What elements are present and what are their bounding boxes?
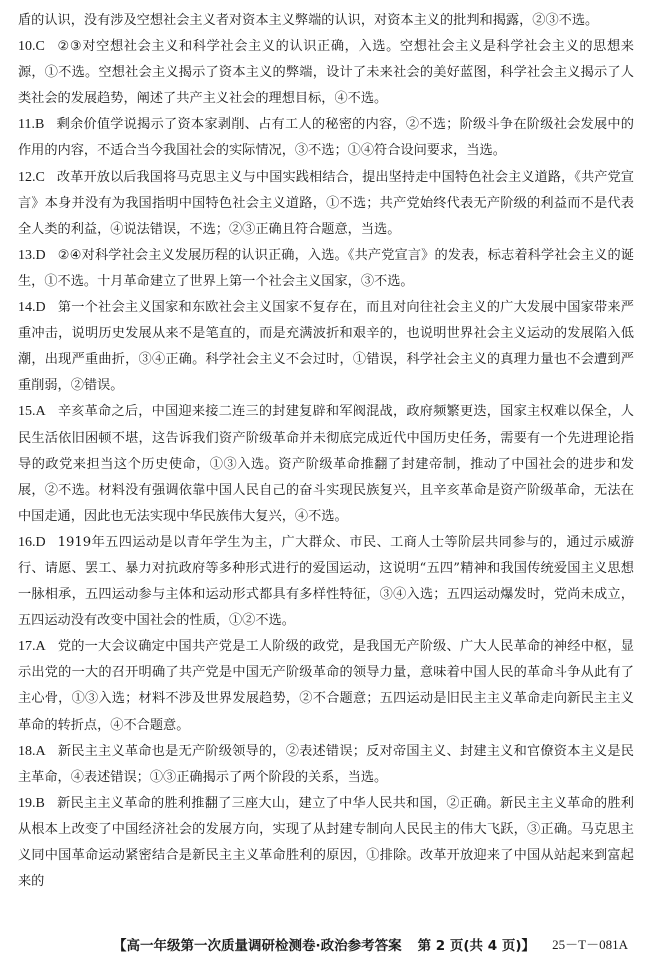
answer-item-17: [18, 634, 634, 738]
answer-item-14: [18, 295, 634, 399]
answer-letter: D: [35, 247, 46, 263]
answer-letter: A: [35, 404, 46, 420]
question-number: 19.: [18, 795, 36, 811]
answer-letter: A: [35, 743, 46, 759]
explanation-text: 新民主主义革命也是无产阶级领导的，②表述错误；反对帝国主义、封建主义和官僚资本主义是民主革命，④表述错误；①③正确揭示了两个阶段的关系，当选。: [18, 743, 634, 785]
explanation-text: ②③对空想社会主义和科学社会主义的认识正确，入选。空想社会主义是科学社会主义的思想来源，①不选。空想社会主义揭示了资本主义的弊端，设计了未来社会的美好蓝图，科学社会主义揭示了人类社会的发展趋势，阐述了共产主义社会的理想目标，④不选。: [18, 39, 634, 107]
question-number: 14.: [18, 300, 36, 316]
explanation-text: 党的一大会议确定中国共产党是工人阶级的政党，是我国无产阶级、广大人民革命的神经中枢，显示出党的一大的召开明确了共产党是中国无产阶级革命的领导力量，意味着中国人民的革命斗争从此有了主心骨，①③入选；材料不涉及世界发展趋势，②不合题意；五四运动是旧民主主义革命走向新民主主义革命的转折点，④不合题意。: [18, 639, 634, 733]
answer-letter: D: [35, 300, 46, 316]
explanation-text: 改革开放以后我国将马克思主义与中国实践相结合，提出坚持走中国特色社会主义道路，《共产党宣言》本身并没有为我国指明中国特色社会主义道路，①不选；共产党始终代表无产阶级的利益而不是代表全人类的利益，④说法错误，不选；②③正确且符合题意，当选。: [18, 169, 634, 237]
footer-title: 【高一年级第一次质量调研检测卷·政治参考答案: [112, 938, 402, 954]
question-number: 18.: [18, 743, 36, 759]
answer-item-16: [18, 530, 634, 634]
answer-letter: B: [34, 117, 45, 133]
answer-letter: C: [35, 39, 45, 55]
question-number: 13.: [18, 247, 36, 263]
continuation-text: 盾的认识，没有涉及空想社会主义者对资本主义弊端的认识，对资本主义的批判和揭露，②③不选。: [18, 13, 599, 28]
explanation-text: 辛亥革命之后，中国迎来接二连三的封建复辟和军阀混战，政府频繁更迭，国家主权难以保全，人民生活依旧困顿不堪，这告诉我们资产阶级革命并未彻底完成近代中国历史任务，需要有一个先进理论指导的政党来担当这个历史使命，①③入选。资产阶级革命推翻了封建帝制，推动了中国社会的进步和发展，②不选。材料没有强调依靠中国人民自己的奋斗实现民族复兴，且辛亥革命是资产阶级革命，无法在中国走通，因此也无法实现中华民族伟大复兴，④不选。: [18, 404, 634, 524]
page-footer: [0, 934, 648, 954]
answer-item-12: [18, 165, 634, 243]
explanation-text: ②④对科学社会主义发展历程的认识正确，入选。《共产党宣言》的发表，标志着科学社会主义的诞生，①不选。十月革命建立了世界上第一个社会主义国家，③不选。: [18, 247, 634, 289]
explanation-text: 第一个社会主义国家和东欧社会主义国家不复存在，而且对向往社会主义的广大发展中国家带来严重冲击，说明历史发展从来不是笔直的，而是充满波折和艰辛的，也说明世界社会主义运动的发展陷入低潮，出现严重曲折，③④正确。科学社会主义不会过时，①错误，科学社会主义的真理力量也不会遭到严重削弱，②错误。: [18, 300, 634, 394]
answer-item-15: [18, 399, 634, 529]
footer-page-number: 第 2 页(共 4 页)】: [417, 938, 536, 954]
question-number: 10.: [18, 39, 36, 55]
explanation-text: 新民主主义革命的胜利推翻了三座大山，建立了中华人民共和国，②正确。新民主主义革命的胜利从根本上改变了中国经济社会的发展方向，实现了从封建专制向人民民主的伟大飞跃，③正确。马克思主义同中国革命运动紧密结合是新民主主义革命胜利的原因，①排除。改革开放迎来了中国从站起来到富起来的: [18, 795, 634, 890]
answer-list: [18, 8, 634, 895]
answer-letter: B: [35, 795, 45, 811]
question-number: 11.: [18, 117, 35, 133]
answer-item-13: [18, 243, 634, 295]
footer-code: 25－T－081A: [552, 937, 628, 952]
explanation-text: 剩余价值学说揭示了资本家剥削、占有工人的秘密的内容，②不选；阶级斗争在阶级社会发展中的作用的内容，不适合当今我国社会的实际情况，③不选；①④符合设问要求，当选。: [18, 117, 634, 159]
answer-letter: A: [35, 639, 46, 655]
answer-item-18: [18, 739, 634, 791]
question-number: 16.: [18, 534, 36, 550]
question-number: 15.: [18, 404, 36, 420]
question-number: 12.: [18, 169, 36, 185]
explanation-text: 1919年五四运动是以青年学生为主，广大群众、市民、工商人士等阶层共同参与的，通过示威游行、请愿、罢工、暴力对抗政府等多种形式进行的爱国运动，这说明“五四”精神和我国传统爱国主义思想一脉相承，五四运动参与主体和运动形式都具有多样性特征，③④入选；五四运动爆发时，党尚未成立，五四运动没有改变中国社会的性质，①②不选。: [18, 534, 634, 629]
answer-item-11: [18, 112, 634, 164]
answer-letter: D: [35, 534, 46, 550]
question-number: 17.: [18, 639, 36, 655]
answer-item-10: [18, 34, 634, 112]
answer-letter: C: [35, 169, 45, 185]
answer-item-19: [18, 791, 634, 895]
